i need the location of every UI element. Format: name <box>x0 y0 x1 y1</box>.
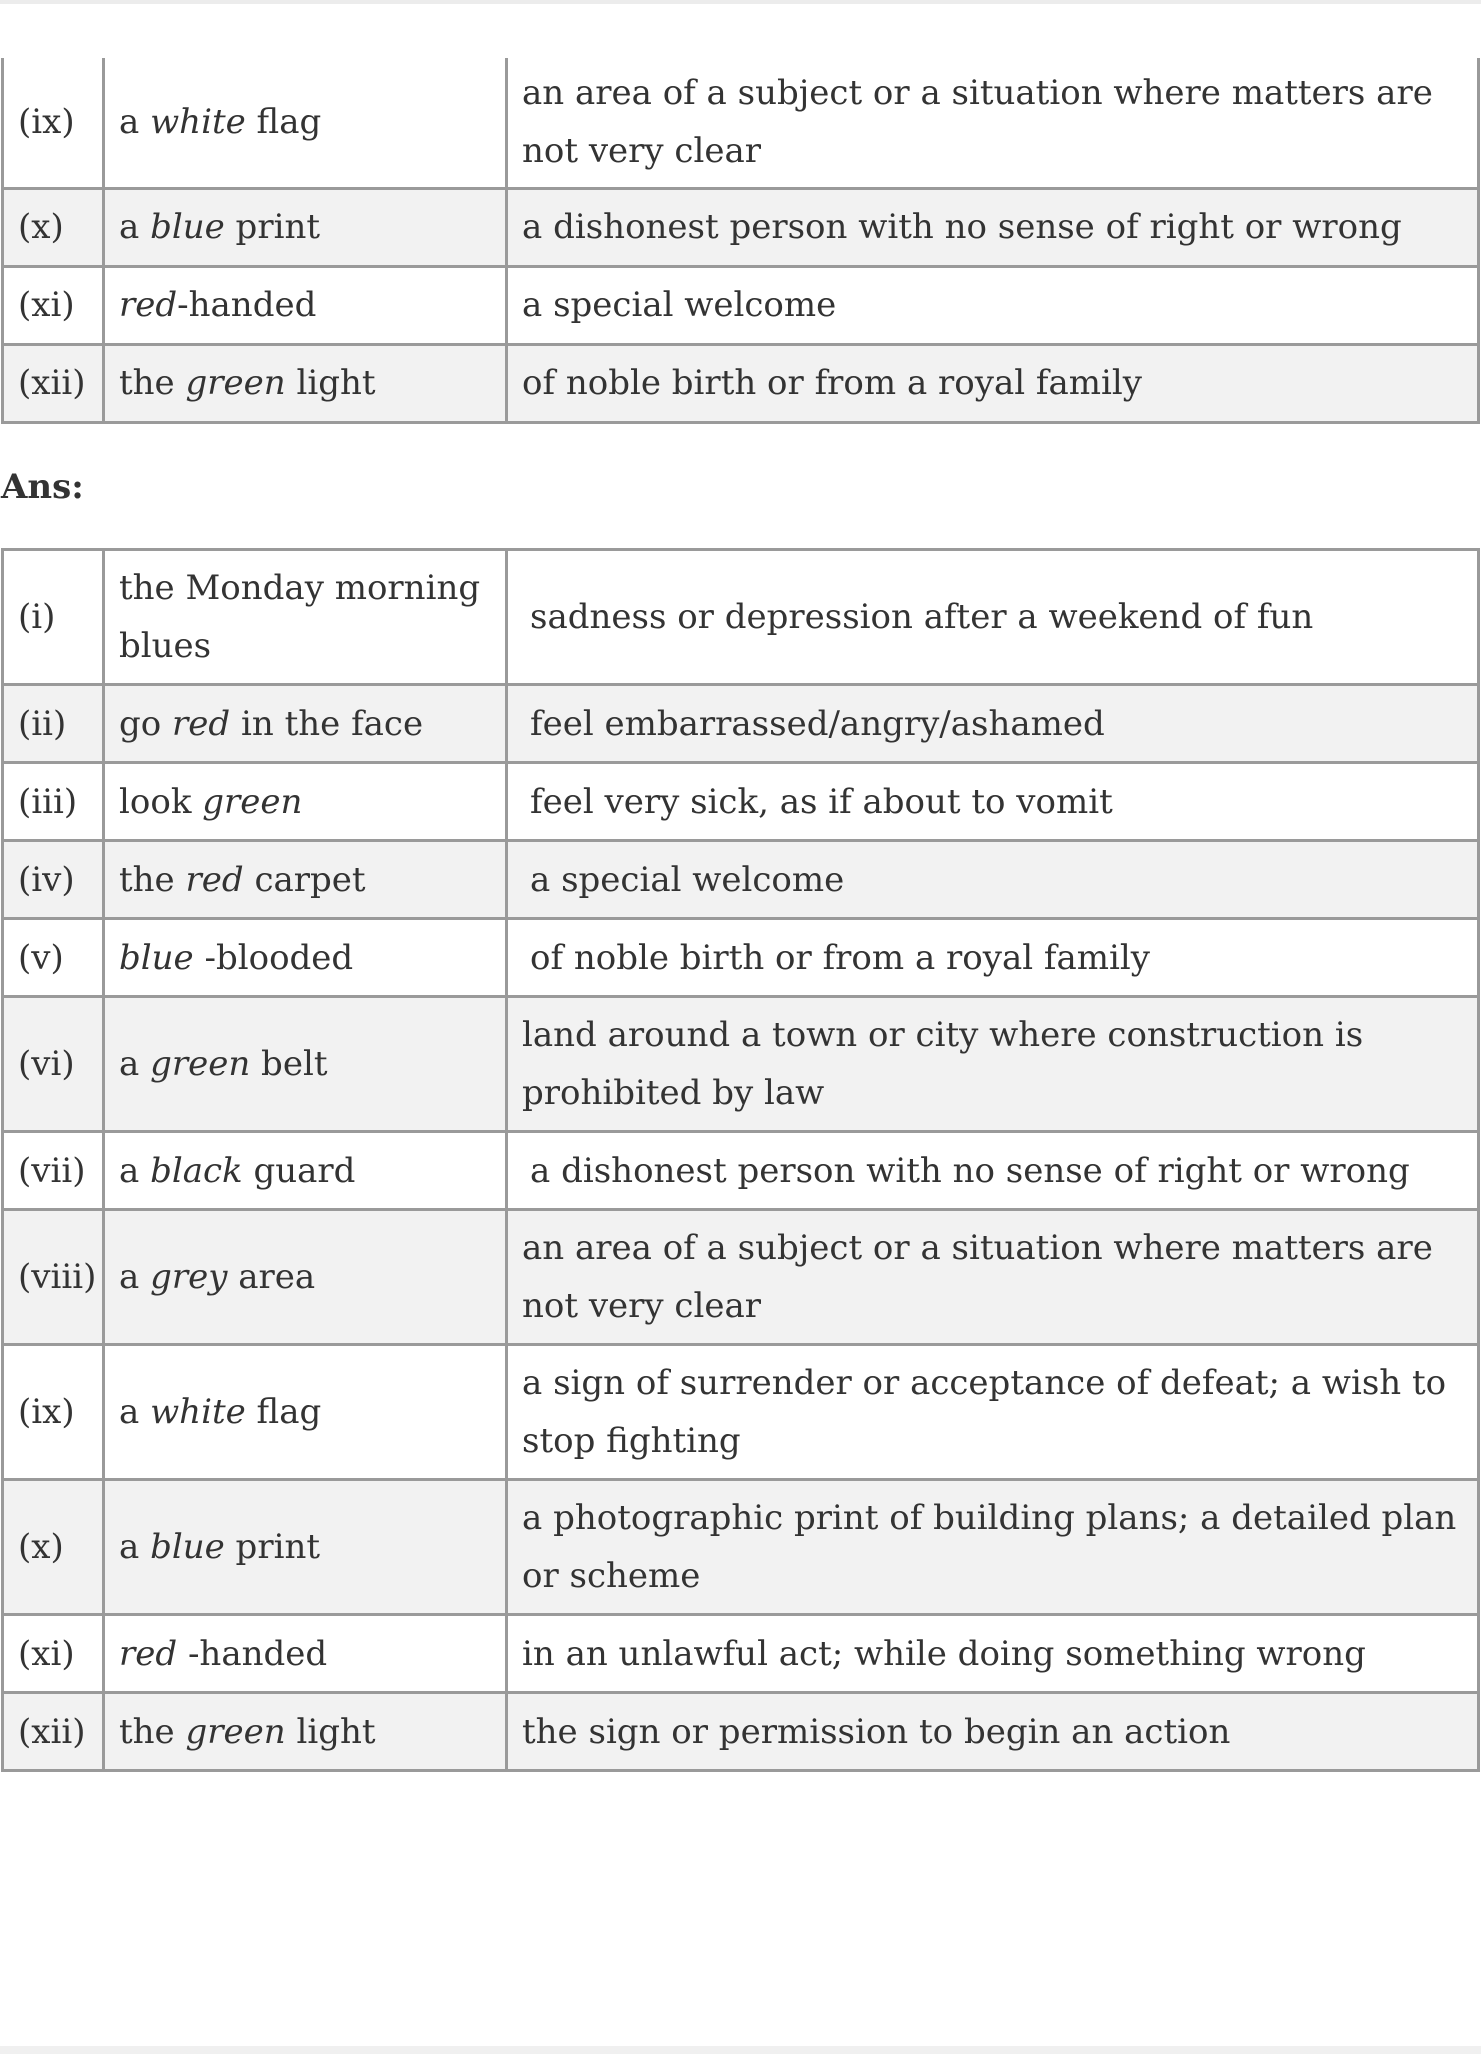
row-number: (x) <box>3 188 104 266</box>
row-number: (x) <box>3 1480 104 1615</box>
table-row <box>3 58 1479 188</box>
meaning-cell: in an unlawful act; while doing something wrong <box>507 1615 1479 1693</box>
table-row <box>3 550 1479 685</box>
meaning-cell: a special welcome <box>507 266 1479 344</box>
idiom-cell: the green light <box>104 1693 507 1771</box>
idiom-cell: a white flag <box>104 58 507 188</box>
table-row <box>3 1132 1479 1210</box>
row-number: (vi) <box>3 997 104 1132</box>
table-row <box>3 685 1479 763</box>
meaning-cell: land around a town or city where construction is prohibited by law <box>507 997 1479 1132</box>
table-row <box>3 188 1479 266</box>
answer-heading: Ans: <box>1 467 84 507</box>
table-row <box>3 919 1479 997</box>
table-row <box>3 1615 1479 1693</box>
meaning-cell: an area of a subject or a situation where matters are not very clear <box>507 58 1479 188</box>
row-number: (ix) <box>3 58 104 188</box>
colour-word: white <box>150 102 246 143</box>
idiom-cell: a green belt <box>104 997 507 1132</box>
row-number: (ix) <box>3 1345 104 1480</box>
table-row <box>3 997 1479 1132</box>
idiom-cell: go red in the face <box>104 685 507 763</box>
idiom-cell: a blue print <box>104 188 507 266</box>
idiom-cell: the red carpet <box>104 841 507 919</box>
idiom-cell: a black guard <box>104 1132 507 1210</box>
row-number: (iii) <box>3 763 104 841</box>
colour-word: red <box>119 285 178 325</box>
row-number: (vii) <box>3 1132 104 1210</box>
idiom-cell: the green light <box>104 344 507 422</box>
meaning-cell: an area of a subject or a situation where matters are not very clear <box>507 1210 1479 1345</box>
top-edge-strip <box>0 0 1481 4</box>
colour-word: red <box>185 859 244 900</box>
idiom-cell: a white flag <box>104 1345 507 1480</box>
idiom-cell: a blue print <box>104 1480 507 1615</box>
colour-word: red <box>172 703 231 744</box>
row-number: (ii) <box>3 685 104 763</box>
meaning-cell: of noble birth or from a royal family <box>507 919 1479 997</box>
meaning-cell: the sign or permission to begin an action <box>507 1693 1479 1771</box>
meaning-cell: a dishonest person with no sense of right or wrong <box>507 188 1479 266</box>
colour-word: green <box>202 781 303 822</box>
meaning-cell: of noble birth or from a royal family <box>507 344 1479 422</box>
meaning-cell: a sign of surrender or acceptance of defeat; a wish to stop fighting <box>507 1345 1479 1480</box>
meaning-cell: feel embarrassed/angry/ashamed <box>507 685 1479 763</box>
colour-word: green <box>150 1044 251 1084</box>
colour-word: blue <box>150 1527 225 1567</box>
table-row <box>3 1693 1479 1771</box>
table-row <box>3 841 1479 919</box>
question-table <box>1 58 1480 424</box>
colour-word: white <box>150 1392 246 1432</box>
row-number: (viii) <box>3 1210 104 1345</box>
idiom-cell: a grey area <box>104 1210 507 1345</box>
idiom-cell: blue -blooded <box>104 919 507 997</box>
meaning-cell: a photographic print of building plans; a detailed plan or scheme <box>507 1480 1479 1615</box>
idiom-cell: red -handed <box>104 1615 507 1693</box>
row-number: (xi) <box>3 1615 104 1693</box>
table-row <box>3 1345 1479 1480</box>
row-number: (v) <box>3 919 104 997</box>
table-row <box>3 763 1479 841</box>
meaning-cell: a dishonest person with no sense of right or wrong <box>507 1132 1479 1210</box>
table-row <box>3 344 1479 422</box>
row-number: (xii) <box>3 344 104 422</box>
answer-table <box>1 548 1480 1772</box>
colour-word: red <box>119 1633 178 1674</box>
row-number: (xi) <box>3 266 104 344</box>
table-row <box>3 266 1479 344</box>
colour-word: green <box>185 363 286 403</box>
idiom-cell: look green <box>104 763 507 841</box>
meaning-cell: feel very sick, as if about to vomit <box>507 763 1479 841</box>
row-number: (xii) <box>3 1693 104 1771</box>
colour-word: green <box>185 1711 286 1752</box>
row-number: (iv) <box>3 841 104 919</box>
table-row <box>3 1480 1479 1615</box>
idiom-cell: red-handed <box>104 266 507 344</box>
row-number: (i) <box>3 550 104 685</box>
colour-word: blue <box>119 937 194 978</box>
meaning-cell: a special welcome <box>507 841 1479 919</box>
table-row <box>3 1210 1479 1345</box>
meaning-cell: sadness or depression after a weekend of fun <box>507 550 1479 685</box>
idiom-cell: the Monday morning blues <box>104 550 507 685</box>
colour-word: grey <box>150 1257 228 1297</box>
bottom-edge-strip <box>0 2046 1481 2054</box>
colour-word: blue <box>150 207 225 247</box>
colour-word: black <box>150 1150 243 1191</box>
